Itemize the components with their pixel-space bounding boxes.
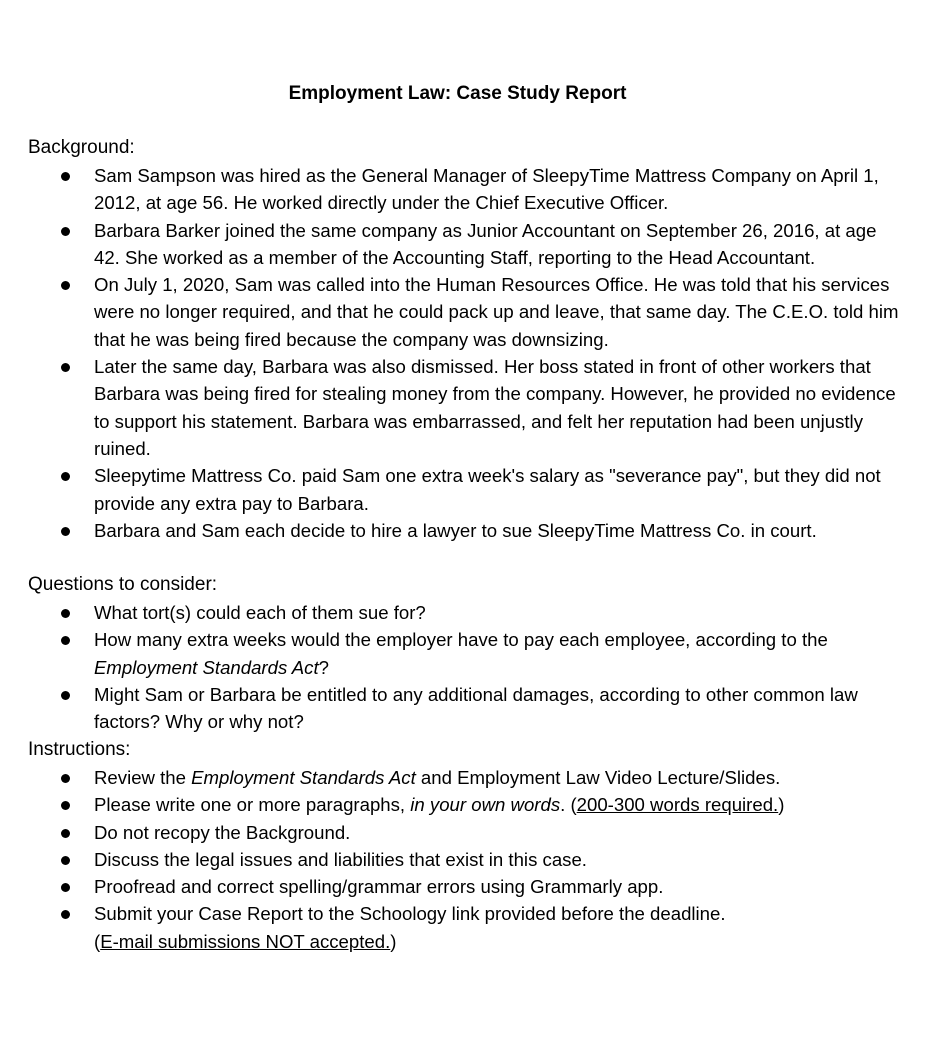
- bullet-icon: [61, 363, 70, 372]
- word-count-requirement: 200-300 words required.: [576, 794, 779, 816]
- act-name-italic: Employment Standards Act: [191, 767, 416, 788]
- list-item: [0, 626, 900, 681]
- instruction-text-part: Review the: [94, 767, 192, 788]
- bullet-icon: [61, 609, 70, 618]
- bullet-icon: [61, 472, 70, 481]
- questions-heading: Questions to consider:: [28, 574, 218, 595]
- bullet-icon: [61, 910, 70, 919]
- bullet-icon: [61, 691, 70, 700]
- background-item-text: Barbara Barker joined the same company as Junior Accountant on September 26, 2016, at age 42. She worked as a member of the Accounting Staff, reporting to the Head Accountant.: [94, 219, 877, 268]
- bullet-icon: [61, 774, 70, 783]
- list-item: [0, 900, 900, 955]
- document-title: Employment Law: Case Study Report: [288, 83, 627, 104]
- background-item-text: Later the same day, Barbara was also dismissed. Her boss stated in front of other workers that Barbara was being fired for stealing money from the company. However, he provided no evidence to support his statement. Barbara was embarrassed, and felt her reputation had been unjustly ruined.: [94, 356, 896, 459]
- instruction-text-part: Please write one or more paragraphs,: [94, 794, 411, 816]
- email-not-accepted-note: E-mail submissions NOT accepted.: [100, 930, 391, 952]
- instruction-text-part: and Employment Law Video Lecture/Slides.: [415, 767, 781, 788]
- list-item: [0, 764, 900, 791]
- background-item-text: Barbara and Sam each decide to hire a lawyer to sue SleepyTime Mattress Co. in court.: [94, 519, 817, 541]
- list-item: [0, 791, 900, 818]
- bullet-icon: [61, 227, 70, 236]
- list-item: [0, 599, 900, 626]
- instruction-text-part: ): [778, 794, 785, 816]
- bullet-icon: [61, 281, 70, 290]
- questions-list: [0, 599, 900, 735]
- background-heading: Background:: [28, 137, 135, 158]
- act-name-italic: Employment Standards Act: [94, 656, 319, 678]
- instruction-text: Do not recopy the Background.: [94, 821, 351, 843]
- background-list: [0, 162, 900, 544]
- list-item: [0, 819, 900, 846]
- question-text-part: How many extra weeks would the employer have to pay each employee, according to the: [94, 629, 828, 651]
- bullet-icon: [61, 829, 70, 838]
- list-item: [0, 162, 900, 217]
- list-item: [0, 681, 900, 736]
- background-item-text: Sleepytime Mattress Co. paid Sam one extra week's salary as "severance pay", but they did not provide any extra pay to Barbara.: [94, 465, 881, 514]
- background-item-text: On July 1, 2020, Sam was called into the Human Resources Office. He was told that his services were no longer required, and that he could pack up and leave, that same day. The C.E.O. told him that he was being fired because the company was downsizing.: [94, 274, 899, 350]
- own-words-italic: in your own words: [410, 794, 561, 816]
- bullet-icon: [61, 527, 70, 536]
- list-item: [0, 353, 900, 462]
- list-item: [0, 217, 900, 272]
- question-text: Might Sam or Barbara be entitled to any additional damages, according to other common law factors? Why or why not?: [94, 683, 858, 733]
- instruction-text: Proofread and correct spelling/grammar errors using Grammarly app.: [94, 876, 664, 898]
- list-item: [0, 462, 900, 517]
- question-text: What tort(s) could each of them sue for?: [94, 602, 426, 623]
- instruction-text-part: ): [390, 930, 397, 952]
- question-text-part: ?: [318, 656, 329, 678]
- bullet-icon: [61, 172, 70, 181]
- instruction-text: Discuss the legal issues and liabilities that exist in this case.: [94, 848, 587, 870]
- bullet-icon: [61, 636, 70, 645]
- list-item: [0, 517, 900, 544]
- instructions-list: [0, 764, 900, 955]
- bullet-icon: [61, 856, 70, 865]
- instruction-text: Submit your Case Report to the Schoology link provided before the deadline.: [94, 903, 726, 925]
- list-item: [0, 873, 900, 900]
- instruction-text-part: (: [94, 930, 101, 952]
- bullet-icon: [61, 883, 70, 892]
- instructions-heading: Instructions:: [28, 739, 131, 760]
- list-item: [0, 846, 900, 873]
- bullet-icon: [61, 801, 70, 810]
- list-item: [0, 271, 900, 353]
- background-item-text: Sam Sampson was hired as the General Manager of SleepyTime Mattress Company on April 1, 2012, at age 56. He worked directly under the Chief Executive Officer.: [94, 165, 879, 214]
- instruction-text-part: . (: [560, 794, 577, 816]
